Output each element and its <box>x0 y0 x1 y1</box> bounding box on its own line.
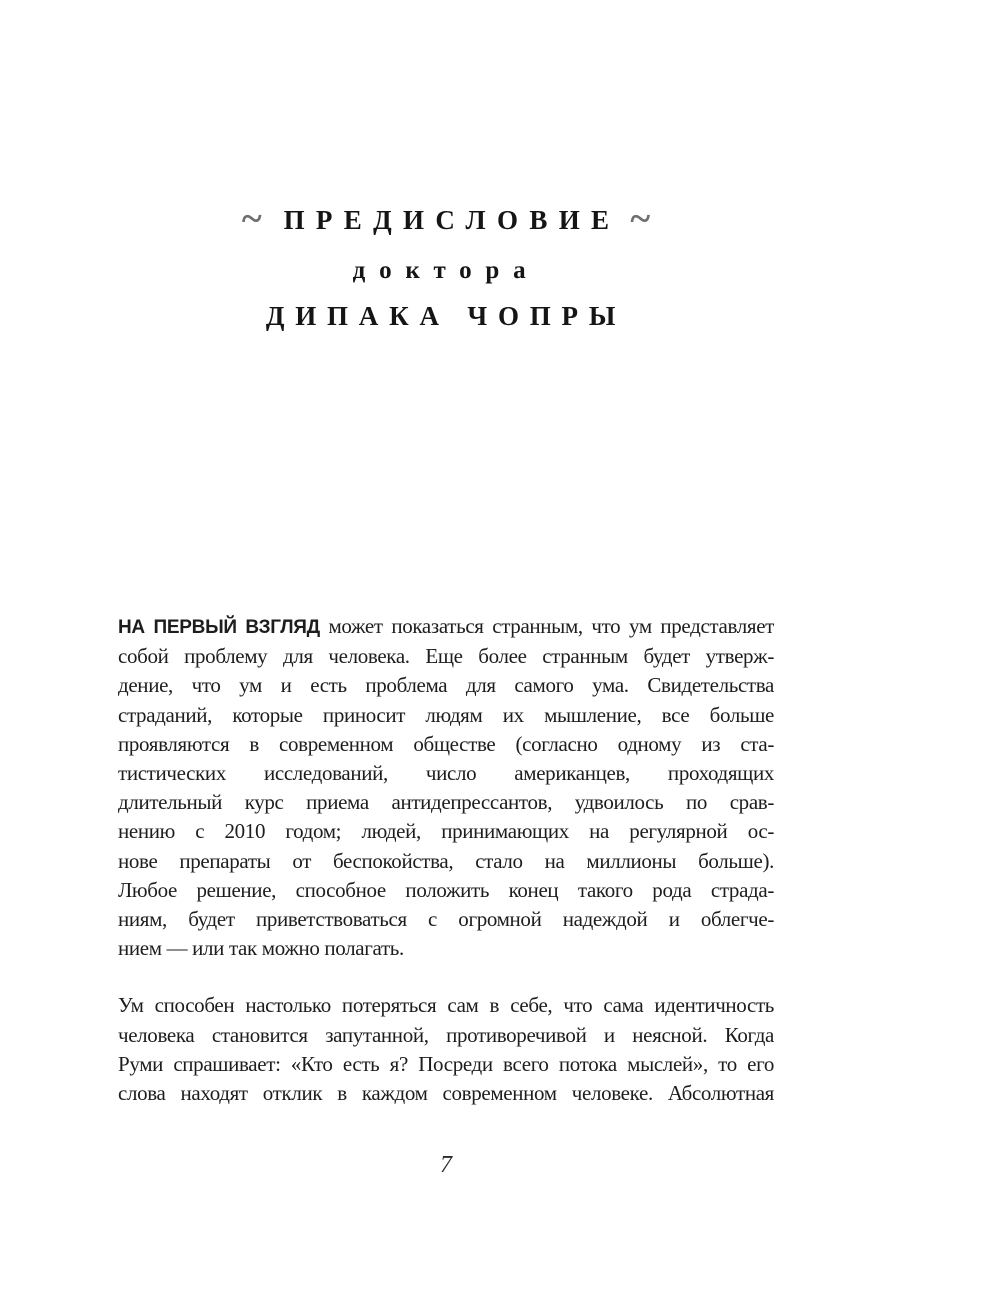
body-line: нению с 2010 годом; людей, принимающих на регулярной ос- <box>118 819 774 844</box>
chapter-author: ДИПАКА ЧОПРЫ <box>265 301 627 331</box>
paragraph-1 <box>118 612 774 963</box>
body-line: тистических исследований, число американцев, проходящих <box>118 761 774 786</box>
body-line: человека становится запутанной, противоречивой и неясной. Когда <box>118 1022 774 1047</box>
body-line-text: может показаться странным, что ум представляет <box>328 614 774 638</box>
body-line: нием — или так можно полагать. <box>118 936 404 961</box>
body-line: Ум способен настолько потеряться сам в себе, что сама идентичность <box>118 993 774 1018</box>
lead-in-small-caps: НА ПЕРВЫЙ ВЗГЛЯД <box>118 617 320 638</box>
body-line: Любое решение, способное положить конец такого рода страда- <box>118 877 774 902</box>
body-line: длительный курс приема антидепрессантов, удвоилось по срав- <box>118 790 774 815</box>
chapter-title: ПРЕДИСЛОВИЕ <box>283 205 621 235</box>
body-line: дение, что ум и есть проблема для самого ума. Свидетельства <box>118 673 774 698</box>
body-text <box>118 612 774 1108</box>
body-line <box>118 612 774 642</box>
chapter-title-line: ~ ПРЕДИСЛОВИЕ ~ <box>241 198 651 240</box>
body-line: Руми спрашивает: «Кто есть я? Посреди всего потока мыслей», то его <box>118 1051 774 1076</box>
chapter-heading <box>118 198 774 334</box>
paragraph-2 <box>118 991 774 1108</box>
body-line: страданий, которые приносит людям их мышление, все больше <box>118 702 774 727</box>
body-line: ниям, будет приветствоваться с огромной надеждой и облегче- <box>118 907 774 932</box>
body-line: собой проблему для человека. Еще более странным будет утверж- <box>118 644 774 669</box>
body-line: слова находят отклик в каждом современном человеке. Абсолютная <box>118 1081 774 1106</box>
body-line: нове препараты от беспокойства, стало на миллионы больше). <box>118 848 774 873</box>
page-number: 7 <box>440 1152 452 1178</box>
chapter-subtitle: доктора <box>352 257 540 284</box>
body-line: проявляются в современном обществе (согласно одному из ста- <box>118 731 774 756</box>
